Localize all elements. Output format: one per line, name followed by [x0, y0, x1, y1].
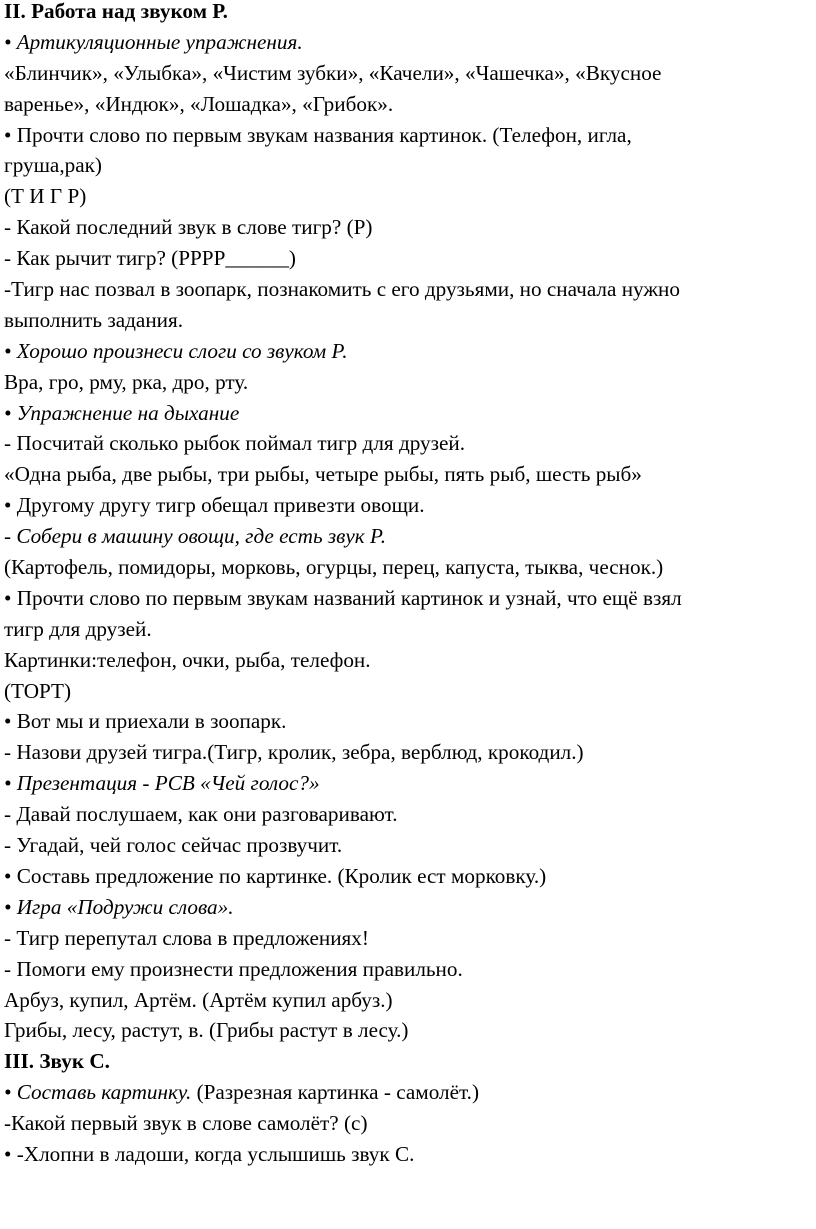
text-line: • Вот мы и приехали в зоопарк. — [4, 709, 287, 734]
text-line: Арбуз, купил, Артём. (Артём купил арбуз.) — [4, 987, 393, 1012]
exercise-title: • Хорошо произнеси слоги со звуком Р. — [4, 338, 348, 363]
text-line: выполнить задания. — [4, 307, 184, 332]
text-line: • Составь предложение по картинке. (Кролик ест морковку.) — [4, 863, 547, 888]
text-line: - Как рычит тигр? (РРРР______) — [4, 246, 296, 271]
text-line: (Т И Г Р) — [4, 184, 87, 209]
text-line: (ТОРТ) — [4, 678, 72, 703]
text-line: -Какой первый звук в слове самолёт? (с) — [4, 1111, 368, 1136]
exercise-title: - Собери в машину овощи, где есть звук Р. — [4, 524, 387, 549]
text-line: груша,рак) — [4, 153, 102, 178]
text-line: • Прочти слово по первым звукам названия картинок. (Телефон, игла, — [4, 122, 632, 147]
exercise-title: • Игра «Подружи слова». — [4, 894, 234, 919]
text-line: тигр для друзей. — [4, 616, 152, 641]
exercise-title: • Артикуляционные упражнения. — [4, 29, 303, 54]
text-line: «Блинчик», «Улыбка», «Чистим зубки», «Качели», «Чашечка», «Вкусное — [4, 60, 662, 85]
text-line: Вра, гро, рму, рка, дро, рту. — [4, 369, 249, 394]
text-line: - Помоги ему произнести предложения правильно. — [4, 956, 463, 981]
text-line: - Какой последний звук в слове тигр? (Р) — [4, 215, 373, 240]
text-line: Картинки:телефон, очки, рыба, телефон. — [4, 647, 371, 672]
text-line: - Давай послушаем, как они разговаривают. — [4, 802, 398, 827]
text-line: - Угадай, чей голос сейчас прозвучит. — [4, 833, 343, 858]
text-line: • Другому другу тигр обещал привезти овощи. — [4, 493, 425, 518]
text-line: • -Хлопни в ладоши, когда услышишь звук С. — [4, 1141, 415, 1166]
text-line: • Прочти слово по первым звукам названий картинок и узнай, что ещё взял — [4, 585, 682, 610]
text-segment: (Разрезная картинка - самолёт.) — [191, 1080, 480, 1105]
mixed-line — [4, 1077, 816, 1108]
exercise-title: • Упражнение на дыхание — [4, 400, 240, 425]
text-line: (Картофель, помидоры, морковь, огурцы, перец, капуста, тыква, чеснок.) — [4, 555, 664, 580]
exercise-title: • Составь картинку. — [4, 1080, 192, 1105]
section-heading: III. Звук С. — [4, 1049, 110, 1074]
text-line: - Посчитай сколько рыбок поймал тигр для друзей. — [4, 431, 466, 456]
text-line: варенье», «Индюк», «Лошадка», «Грибок». — [4, 91, 394, 116]
text-line: - Назови друзей тигра.(Тигр, кролик, зебра, верблюд, крокодил.) — [4, 740, 584, 765]
text-line: «Одна рыба, две рыбы, три рыбы, четыре рыбы, пять рыб, шесть рыб» — [4, 462, 642, 487]
text-line: -Тигр нас позвал в зоопарк, познакомить с его друзьями, но сначала нужно — [4, 277, 680, 302]
exercise-title: • Презентация - РСВ «Чей голос?» — [4, 771, 320, 796]
text-line: Грибы, лесу, растут, в. (Грибы растут в лесу.) — [4, 1018, 409, 1043]
section-heading: II. Работа над звуком Р. — [4, 0, 228, 23]
text-line: - Тигр перепутал слова в предложениях! — [4, 925, 369, 950]
